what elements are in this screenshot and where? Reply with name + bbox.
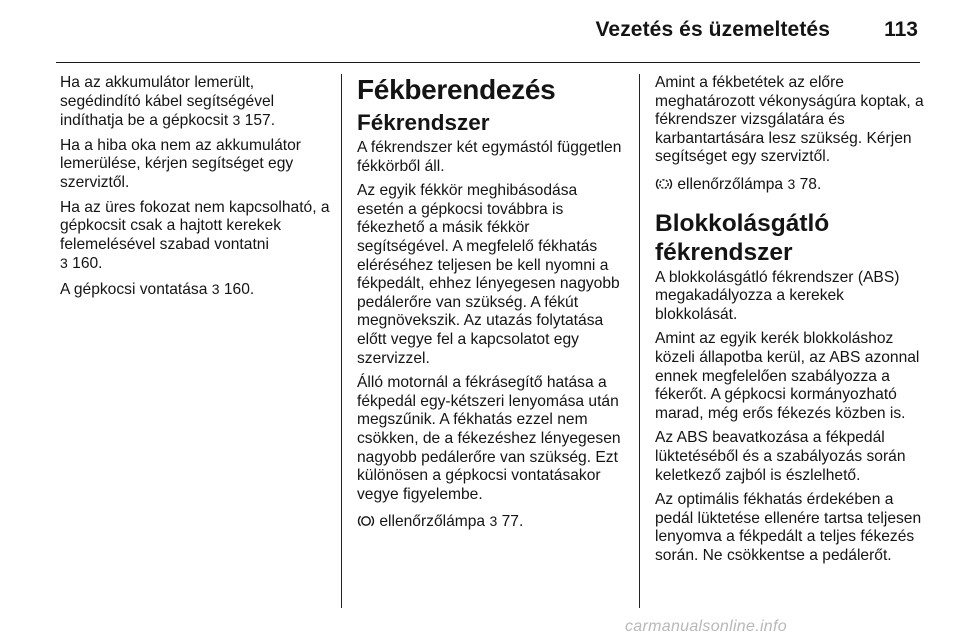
column-divider-left: [341, 74, 342, 608]
paragraph: [60, 280, 335, 300]
paragraph: [357, 512, 625, 532]
paragraph: Álló motornál a fékrásegítő hatása a fékpedál egy-kétszeri lenyomása után megszűnik. A fékhatás ezzel nem csökken, de a fékezéshez lényegesen nagyobb pedálerőre van szükség. Ezt különösen a gépkocsi vontatásakor vegye figyelembe.: [357, 374, 621, 503]
paragraph-text: ellenőrzőlámpa: [677, 175, 784, 193]
paragraph: A fékrendszer két egymástól független fékkörből áll.: [357, 139, 622, 175]
section-title: Fékberendezés: [357, 74, 556, 105]
page-reference[interactable]: 77.: [501, 513, 524, 531]
paragraph: Amint az egyik kerék blokkoláshoz közeli állapotba kerül, az ABS azonnal ennek megfelelően szabályozza a fékerőt. A gépkocsi kormányozható marad, még erős fékezés közben is.: [655, 330, 920, 422]
reference-arrow-icon: 3: [211, 280, 220, 297]
page-reference[interactable]: 160.: [223, 280, 255, 298]
paragraph-text: A gépkocsi vontatása: [60, 280, 208, 298]
page-header: [56, 0, 920, 63]
brake-pad-wear-lamp-icon: [655, 177, 673, 191]
page-reference[interactable]: 160.: [72, 255, 103, 273]
paragraph-text: Ha az üres fokozat nem kapcsolható, a gépkocsit csak a hajtott kerekek felemelésével szabad vontatni: [60, 198, 330, 253]
header-title: Vezetés és üzemeltetés: [595, 18, 830, 41]
column-3: [655, 74, 930, 571]
paragraph: [60, 199, 335, 274]
reference-arrow-icon: 3: [60, 255, 68, 272]
reference-arrow-icon: 3: [787, 175, 796, 192]
paragraph: Ha a hiba oka nem az akkumulátor lemerülése, kérjen segítséget egy szerviztől.: [60, 136, 301, 191]
column-divider-right: [639, 74, 640, 608]
paragraph: Amint a fékbetétek az előre meghatározott vékonyságúra koptak, a fékrendszer vizsgálatára és karbantartására lesz szükség. Kérjen segítséget egy szerviztől.: [655, 74, 924, 166]
column-1: [60, 74, 335, 306]
column-2: [357, 74, 625, 538]
watermark: carmanualsonline.info: [625, 618, 787, 635]
reference-arrow-icon: 3: [232, 112, 241, 129]
paragraph: [655, 175, 930, 195]
paragraph: [60, 74, 335, 131]
paragraph-text: Ha az akkumulátor lemerült, segédindító kábel segítségével indíthatja be a gépkocsit: [60, 74, 275, 130]
paragraph: A blokkolásgátló fékrendszer (ABS) megakadályozza a kerekek blokkolását.: [655, 268, 900, 323]
brake-warning-lamp-icon: [357, 514, 375, 528]
page-number: 113: [884, 18, 918, 41]
page-reference[interactable]: 157.: [244, 112, 276, 130]
subsection-title: Fékrendszer: [357, 110, 490, 135]
page-reference[interactable]: 78.: [799, 175, 822, 193]
paragraph: Az optimális fékhatás érdekében a pedál lüktetése ellenére tartsa teljesen lenyomva a fékpedált a teljes fékezés során. Ne csökkentse a pedálerőt.: [655, 491, 922, 564]
paragraph-text: ellenőrzőlámpa: [379, 513, 486, 531]
paragraph: Az ABS beavatkozása a fékpedál lüktetéséből és a szabályozás során keletkező zajból is észlelhető.: [655, 429, 906, 484]
reference-arrow-icon: 3: [489, 513, 498, 530]
paragraph: Az egyik fékkör meghibásodása esetén a gépkocsi továbbra is fékezhető a másik fékkör segítségével. A megfelelő fékhatás eléréséhez teljesen be kell nyomni a fékpedált, ehhez lényegesen nagyobb pedálerőre van szükség. A fékút megnövekszik. Az utazás folytatása előtt vegye fel a kapcsolatot egy szervizzel.: [357, 182, 620, 367]
section-title: Blokkolásgátló fékrendszer: [655, 209, 830, 266]
